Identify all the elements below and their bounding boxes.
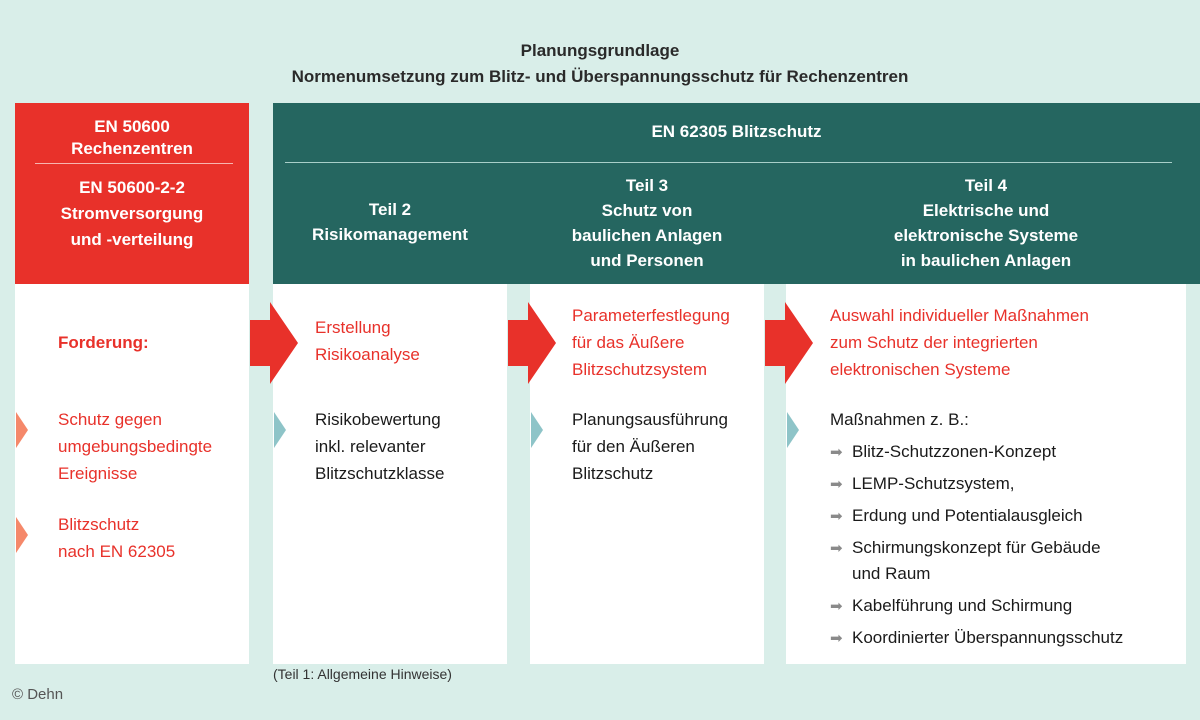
chevron-right-icon	[787, 412, 799, 448]
blitzschutz-text	[58, 511, 175, 565]
planungsausfuehrung-text	[572, 406, 728, 487]
rechenzentren-label: Rechenzentren	[71, 139, 193, 158]
text-line: Risikoanalyse	[315, 345, 420, 364]
text-line: nach EN 62305	[58, 542, 176, 561]
teil4-header	[786, 173, 1186, 273]
teil4-label: Teil 4	[964, 176, 1008, 195]
chevron-right-icon	[531, 412, 543, 448]
text-line: elektronischen Systeme	[830, 360, 1011, 379]
list-item	[830, 624, 1123, 652]
teil3-header	[530, 173, 764, 273]
en50600-header	[15, 103, 249, 284]
text-line: Risikobewertung	[315, 410, 441, 429]
text-line: für den Äußeren	[572, 437, 695, 456]
risikobewertung-text	[315, 406, 444, 487]
und-personen-label: und Personen	[590, 251, 704, 270]
en62305-title: EN 62305 Blitzschutz	[651, 122, 822, 141]
forderung-label: Forderung:	[58, 333, 149, 352]
text-line: Blitzschutzklasse	[315, 464, 445, 483]
elektrische-label: Elektrische und	[922, 201, 1050, 220]
en62305-header	[273, 103, 1200, 284]
arrow-right-icon: ➡	[830, 508, 843, 525]
arrow-right-icon: ➡	[830, 540, 843, 557]
teal-header-divider	[285, 162, 1172, 163]
en50600-label: EN 50600	[94, 117, 170, 136]
en50600-2-2-title	[15, 175, 249, 253]
teil2-header	[273, 197, 507, 247]
list-item-label: Erdung und Potentialausgleich	[852, 506, 1083, 525]
arrow-right-icon: ➡	[830, 630, 843, 647]
chevron-right-icon	[16, 517, 28, 553]
text-line: Erstellung	[315, 318, 391, 337]
list-item-label: LEMP-Schutzsystem,	[852, 474, 1015, 493]
list-item	[830, 470, 1015, 498]
elektronische-systeme-label: elektronische Systeme	[893, 226, 1079, 245]
parameterfestlegung-text	[572, 302, 730, 383]
list-item-label: Schirmungskonzept für Gebäude	[852, 538, 1101, 557]
stromversorgung-label: Stromversorgung	[60, 204, 204, 223]
text-line: zum Schutz der integrierten	[830, 333, 1038, 352]
title-line-1: Planungsgrundlage	[520, 41, 680, 60]
list-item	[830, 592, 1072, 620]
arrow-right-icon: ➡	[830, 444, 843, 461]
text-line: Planungsausführung	[572, 410, 728, 429]
text-line: für das Äußere	[572, 333, 685, 352]
arrow-right-icon: ➡	[830, 598, 843, 615]
auswahl-massnahmen-text	[830, 302, 1089, 383]
text-line: Auswahl individueller Maßnahmen	[830, 306, 1089, 325]
teil2-label: Teil 2	[368, 200, 412, 219]
text-line: Blitzschutz	[572, 464, 654, 483]
massnahmen-intro: Maßnahmen z. B.:	[830, 410, 969, 429]
in-baulichen-anlagen-label: in baulichen Anlagen	[900, 251, 1072, 270]
list-item-label: Koordinierter Überspannungsschutz	[852, 628, 1124, 647]
list-item	[830, 502, 1083, 530]
list-item-continuation: und Raum	[852, 564, 931, 583]
footnote: (Teil 1: Allgemeine Hinweise)	[273, 666, 452, 682]
arrow-right-icon: ➡	[830, 476, 843, 493]
text-line: Schutz gegen	[58, 410, 162, 429]
baulichen-anlagen-label: baulichen Anlagen	[571, 226, 723, 245]
chevron-right-icon	[274, 412, 286, 448]
en50600-2-2-label: EN 50600-2-2	[79, 178, 185, 197]
copyright: © Dehn	[12, 686, 64, 703]
risikomanagement-label: Risikomanagement	[312, 225, 468, 244]
arrow-right-icon	[508, 302, 558, 384]
text-line: Blitzschutz	[58, 515, 140, 534]
arrow-right-icon	[765, 302, 815, 384]
list-item	[830, 534, 1101, 562]
text-line: inkl. relevanter	[315, 437, 426, 456]
title-line-2: Normenumsetzung zum Blitz- und Überspannungsschutz für Rechenzentren	[291, 67, 909, 86]
diagram-title	[0, 38, 1200, 90]
arrow-right-icon	[250, 302, 300, 384]
list-item-label: Kabelführung und Schirmung	[852, 596, 1073, 615]
text-line: umgebungsbedingte	[58, 437, 213, 456]
teil3-label: Teil 3	[625, 176, 669, 195]
list-item-label: Blitz-Schutzzonen-Konzept	[852, 442, 1057, 461]
schutz-von-label: Schutz von	[601, 201, 693, 220]
text-line: Parameterfestlegung	[572, 306, 730, 325]
header-divider	[35, 163, 233, 164]
schutz-gegen-text	[58, 406, 212, 487]
erstellung-risikoanalyse-text	[315, 314, 420, 368]
en50600-title	[15, 116, 249, 160]
chevron-right-icon	[16, 412, 28, 448]
verteilung-label: und -verteilung	[70, 230, 194, 249]
list-item	[830, 438, 1056, 466]
text-line: Blitzschutzsystem	[572, 360, 708, 379]
text-line: Ereignisse	[58, 464, 138, 483]
